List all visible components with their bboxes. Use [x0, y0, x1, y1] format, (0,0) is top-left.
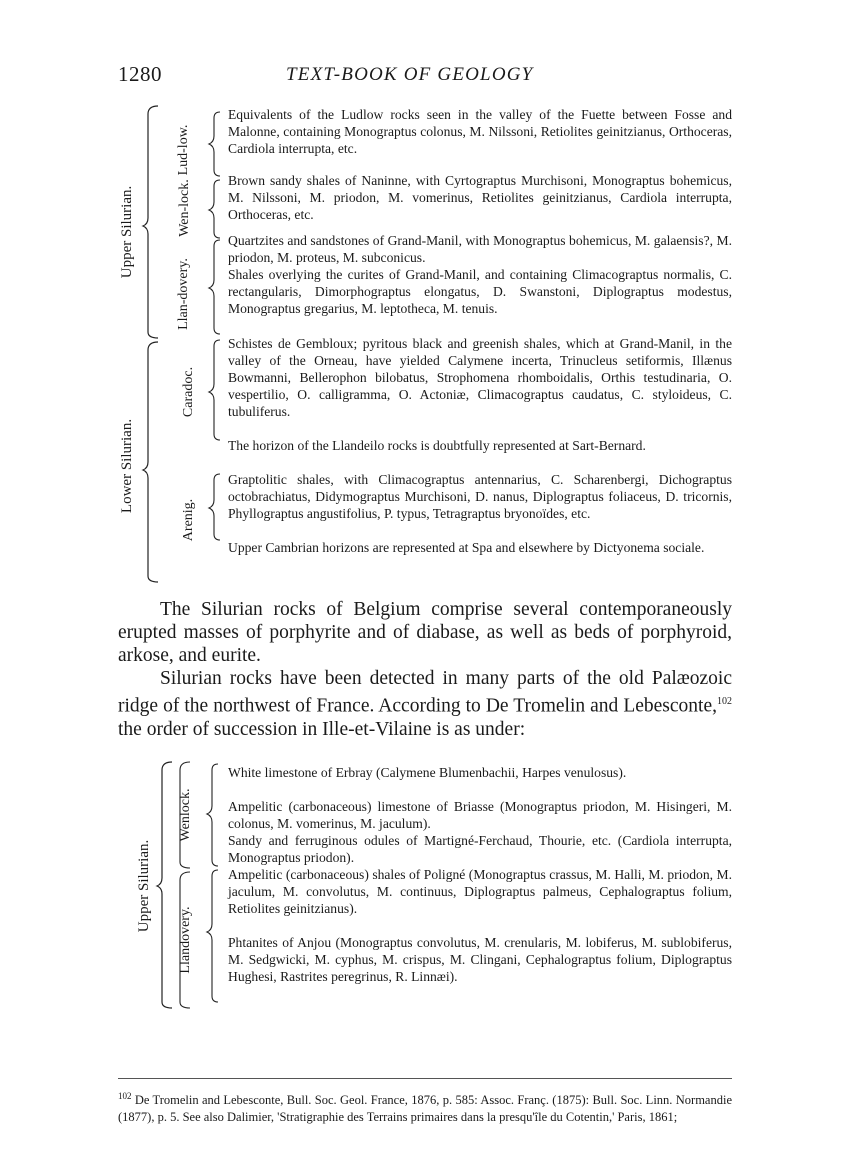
paragraph-france-start: Silurian rocks have been detected in many parts of the old Palæozoic ridge of the northwest of France. According to De Tromelin and Lebesconte, — [118, 668, 732, 717]
paragraph-france-silurian — [118, 667, 732, 741]
entry-caradoc: Schistes de Gembloux; pyritous black and greenish shales, which at Grand-Manil, in the valley of the Orneau, have yielded Calymene incerta, Trinucleus setiformis, Illænus Bowmanni, Bellerophon bilobatus, Strophomena rhomboidalis, Orthis testudinaria, O. vespertilio, O. calligramma, O. Actoniæ, Climacograptus caudatus, C. styloideus, C. tubuliferus. — [228, 336, 732, 419]
entry-erbray: White limestone of Erbray (Calymene Blumenbachii, Harpes venulosus). — [228, 765, 627, 780]
entry-ludlow: Equivalents of the Ludlow rocks seen in the valley of the Fuette between Fosse and Malonne, containing Monograptus colonus, M. Nilssoni, Retiolites geinitzianus, Orthoceras, Cardiola interrupta, etc. — [228, 107, 732, 156]
paragraph-france-end: the order of succession in Ille-et-Vilaine is as under: — [118, 718, 526, 740]
footnote-ref-102[interactable]: 102 — [717, 696, 732, 707]
entry-anjou: Phtanites of Anjou (Monograptus convolutus, M. crenularis, M. lobiferus, M. sublobiferus, M. Sedgwicki, M. cyphus, M. crispus, M. Clingani, Cephalograptus folium, Diplograptus Hughesi, Rastrites peregrinus, R. Linnæi). — [228, 935, 732, 984]
entry-wenlock: Brown sandy shales of Naninne, with Cyrtograptus Murchisoni, Monograptus bohemicus, M. Nilssoni, M. priodon, M. vomerinus, Retiolites geinitzianus, Cardiola interrupta, Orthoceras, etc. — [228, 173, 732, 222]
stage-label-caradoc: Caradoc. — [181, 366, 196, 418]
footnote-divider — [118, 1078, 732, 1079]
stage-label-wenlock-2: Wenlock. — [178, 788, 193, 842]
footnote-text — [118, 1088, 732, 1126]
stage-label-wenlock: Wen-lock. — [177, 179, 192, 237]
footnote — [118, 1088, 732, 1126]
entry-llandovery-shales: Shales overlying the curites of Grand-Manil, and containing Climacograptus normalis, C. rectangularis, Dimorphograptus elongatus, D. Swanstoni, Diplograptus modestus, Monograptus gregarius, M. leptotheca, M. tenuis. — [228, 267, 732, 316]
entry-martigne: Sandy and ferruginous odules of Martigné-Ferchaud, Thourie, etc. (Cardiola interrupta, Monograptus priodon). — [228, 833, 732, 865]
entry-braces-2 — [206, 762, 222, 1012]
stage-label-ludlow: Lud-low. — [176, 124, 191, 176]
entry-briasse: Ampelitic (carbonaceous) limestone of Briasse (Monograptus priodon, M. Hisingeri, M. colonus, M. vomerinus, M. jaculum). — [228, 799, 732, 831]
system-label-upper-silurian-2: Upper Silurian. — [136, 839, 152, 933]
system-label-lower-silurian: Lower Silurian. — [119, 418, 135, 514]
entry-llandovery-quartzites: Quartzites and sandstones of Grand-Manil, with Monograptus bohemicus, M. galaensis?, M. priodon, M. proteus, M. subconicus. — [228, 233, 732, 265]
page-number: 1280 — [118, 62, 162, 86]
entry-arenig: Graptolitic shales, with Climacograptus antennarius, C. Scharenbergi, Dichograptus octobrachiatus, Didymograptus Murchisoni, D. nanus, Diplograptus foliaceus, D. tricornis, Phyllograptus angustifolius, P. typus, Tetragraptus bryonoïdes, etc. — [228, 472, 732, 521]
system-label-upper-silurian: Upper Silurian. — [119, 185, 135, 279]
footnote-body: De Tromelin and Lebesconte, Bull. Soc. Geol. France, 1876, p. 585: Assoc. Franç. (1875): Bull. Soc. Linn. Normandie (1877), p. 5. See also Dalimier, 'Stratigraphie des Terrains primaires dans la presqu'île du Cotentin,' Paris, 1861; — [118, 1093, 732, 1125]
system-brackets — [146, 106, 160, 586]
stage-label-arenig: Arenig. — [181, 498, 196, 542]
entry-poligne: Ampelitic (carbonaceous) shales of Poligné (Monograptus crassus, M. Halli, M. priodon, M. jaculum, M. convolutus, M. continuus, Diplograptus palmeus, Cephalograptus folium, Retiolites geinitzianus). — [228, 867, 732, 916]
system-bracket-2 — [160, 762, 174, 1012]
running-title: TEXT-BOOK OF GEOLOGY — [286, 64, 534, 85]
footnote-number: 102 — [118, 1091, 132, 1101]
entry-llandeilo: The horizon of the Llandeilo rocks is doubtfully represented at Sart-Bernard. — [228, 438, 646, 453]
body-text — [118, 598, 732, 741]
stage-label-llandovery-2: Llandovery. — [178, 906, 193, 974]
entry-braces — [208, 108, 224, 578]
entry-upper-cambrian: Upper Cambrian horizons are represented at Spa and elsewhere by Dictyonema sociale. — [228, 540, 705, 555]
paragraph-belgium-rocks: The Silurian rocks of Belgium comprise several contemporaneously erupted masses of porphyrite and of diabase, as well as beds of porphyroid, arkose, and eurite. — [118, 599, 732, 666]
stage-label-llandovery: Llan-dovery. — [176, 258, 191, 330]
